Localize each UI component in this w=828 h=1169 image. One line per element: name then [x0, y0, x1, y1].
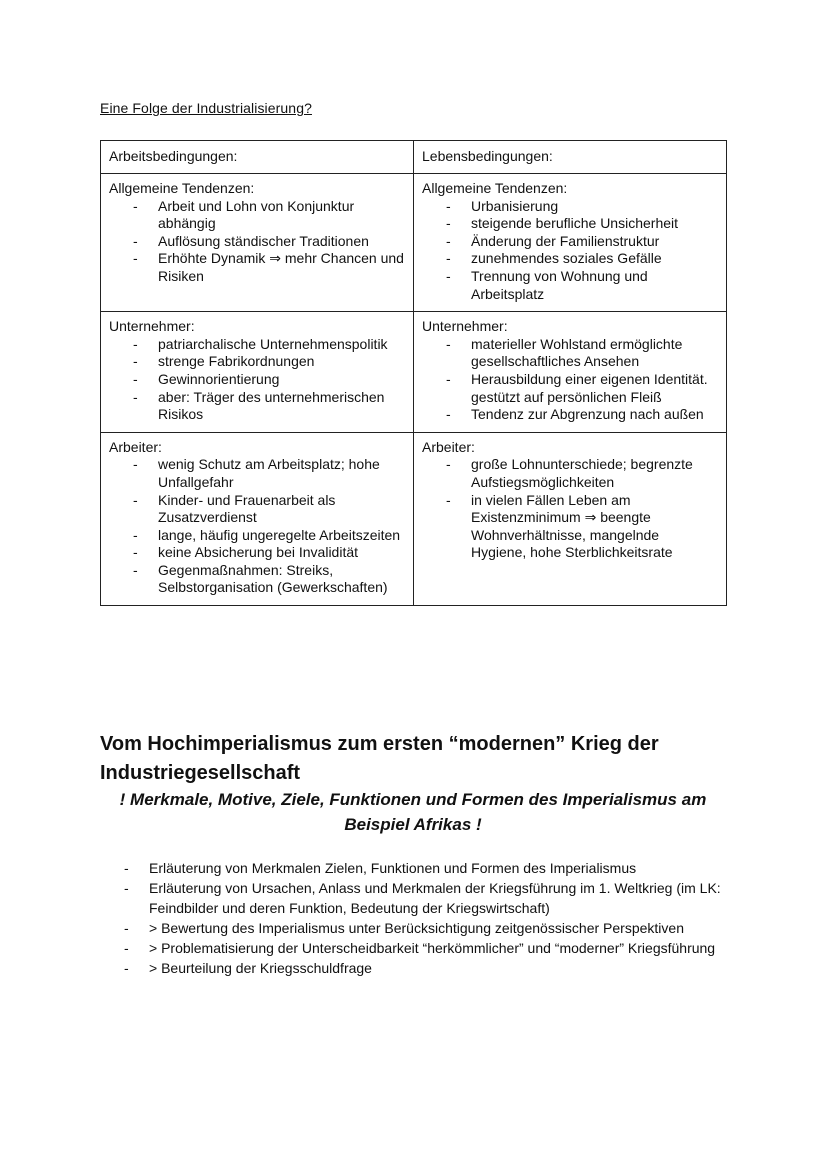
list-item: - materieller Wohlstand ermöglichte gesellschaftliches Ansehen — [422, 336, 718, 371]
list-item: - Auflösung ständischer Traditionen — [109, 233, 405, 251]
learning-goals-list — [100, 858, 740, 978]
bullet-list — [109, 336, 405, 424]
table-row — [101, 432, 727, 605]
list-item: - Tendenz zur Abgrenzung nach außen — [422, 406, 718, 424]
list-item: - Arbeit und Lohn von Konjunktur abhängig — [109, 198, 405, 233]
cell-title: Allgemeine Tendenzen: — [109, 180, 255, 196]
list-item: - wenig Schutz am Arbeitsplatz; hohe Unfallgefahr — [109, 456, 405, 491]
bullet-list — [422, 336, 718, 424]
cell-general-living — [414, 174, 727, 312]
list-item: - > Beurteilung der Kriegsschuldfrage — [100, 958, 740, 978]
section-title: Vom Hochimperialismus zum ersten “modernen” Krieg der Industriegesellschaft — [100, 733, 659, 784]
list-item: - strenge Fabrikordnungen — [109, 353, 405, 371]
cell-entrepreneur-living — [414, 312, 727, 433]
list-item: - Urbanisierung — [422, 198, 718, 216]
cell-title: Unternehmer: — [109, 318, 195, 335]
list-item: - zunehmendes soziales Gefälle — [422, 250, 718, 268]
bullet-list — [109, 456, 405, 597]
list-item: - große Lohnunterschiede; begrenzte Aufstiegsmöglichkeiten — [422, 456, 718, 491]
header-work-conditions: Arbeitsbedingungen: — [101, 141, 414, 174]
table-row — [101, 312, 727, 433]
list-item: - > Problematisierung der Unterscheidbarkeit “herkömmlicher” und “moderner” Kriegsführung — [100, 938, 740, 958]
table-header-row — [101, 141, 727, 174]
list-item: - > Bewertung des Imperialismus unter Berücksichtigung zeitgenössischer Perspektiven — [100, 918, 740, 938]
list-item: - Gegenmaßnahmen: Streiks, Selbstorganisation (Gewerkschaften) — [109, 562, 405, 597]
list-item: - Kinder- und Frauenarbeit als Zusatzverdienst — [109, 492, 405, 527]
bullet-list — [422, 456, 718, 562]
cell-title: Unternehmer: — [422, 318, 508, 335]
list-item: - Trennung von Wohnung und Arbeitsplatz — [422, 268, 718, 303]
cell-worker-work — [101, 432, 414, 605]
list-item: - Erhöhte Dynamik ⇒ mehr Chancen und Risiken — [109, 250, 405, 285]
cell-title: Arbeiter: — [109, 438, 162, 455]
list-item: - Herausbildung einer eigenen Identität. gestützt auf persönlichen Fleiß — [422, 371, 718, 406]
list-item: - in vielen Fällen Leben am Existenzminimum ⇒ beengte Wohnverhältnisse, mangelnde Hygiene, hohe Sterblichkeitsrate — [422, 492, 718, 562]
cell-worker-living — [414, 432, 727, 605]
cell-general-work — [101, 174, 414, 312]
list-item: - Erläuterung von Merkmalen Zielen, Funktionen und Formen des Imperialismus — [100, 858, 740, 878]
list-item: - lange, häufig ungeregelte Arbeitszeiten — [109, 527, 405, 545]
cell-entrepreneur-work — [101, 312, 414, 433]
list-item: - Gewinnorientierung — [109, 371, 405, 389]
list-item: - steigende berufliche Unsicherheit — [422, 215, 718, 233]
list-item: - keine Absicherung bei Invalidität — [109, 544, 405, 562]
cell-title: Arbeiter: — [422, 438, 475, 455]
list-item: - aber: Träger des unternehmerischen Risikos — [109, 389, 405, 424]
list-item: - Erläuterung von Ursachen, Anlass und Merkmalen der Kriegsführung im 1. Weltkrieg (im LK: Feindbilder und deren Funktion, Bedeutung der Kriegswirtschaft) — [100, 878, 740, 918]
cell-title: Allgemeine Tendenzen: — [422, 180, 568, 196]
bullet-list — [422, 198, 718, 304]
conditions-table — [100, 140, 727, 606]
list-item: - Änderung der Familienstruktur — [422, 233, 718, 251]
list-item: - patriarchalische Unternehmenspolitik — [109, 336, 405, 354]
table-row — [101, 174, 727, 312]
section-subtitle: ! Merkmale, Motive, Ziele, Funktionen und Formen des Imperialismus am Beispiel Afrikas ! — [119, 790, 707, 834]
top-heading: Eine Folge der Industrialisierung? — [100, 100, 312, 116]
header-living-conditions: Lebensbedingungen: — [414, 141, 727, 174]
bullet-list — [109, 198, 405, 286]
